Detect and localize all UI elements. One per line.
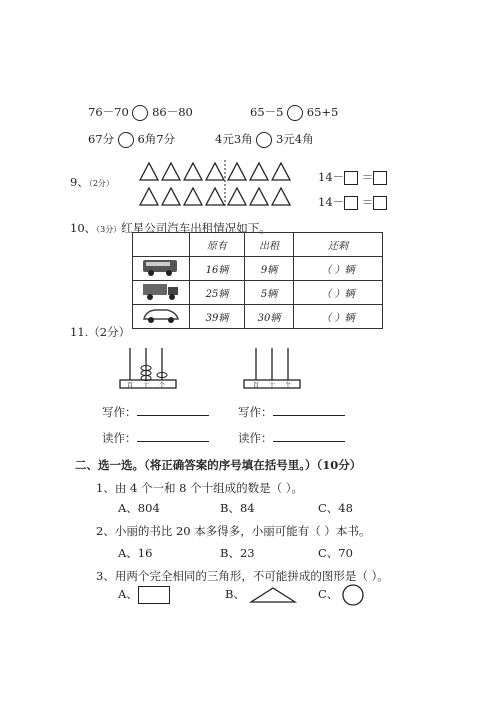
expr: 4元3角 — [215, 132, 253, 146]
rectangle-icon — [138, 586, 170, 604]
place-label: 百 — [127, 382, 134, 389]
triangle-icon — [140, 163, 158, 180]
compare-circle[interactable] — [118, 132, 134, 148]
option-c[interactable]: C、48 — [318, 501, 353, 515]
triangle-icon — [206, 188, 224, 205]
write-left: 写作： — [102, 404, 209, 420]
circle-icon — [342, 584, 364, 606]
answer-box[interactable] — [373, 171, 387, 185]
q9-eq1: 14－ ＝ — [318, 169, 387, 185]
place-label: 个 — [159, 382, 166, 389]
expr: 65－5 — [250, 105, 284, 119]
triangle-icon — [249, 586, 297, 604]
triangle-icon — [162, 163, 180, 180]
answer-blank[interactable] — [137, 431, 209, 442]
compare-row-1 — [88, 104, 193, 121]
place-label: 十 — [143, 382, 150, 389]
expr: 65+5 — [306, 105, 339, 119]
section-title: 二、选一选。（将正确答案的序号填在括号里。）（10分） — [75, 458, 362, 472]
compare-row-2b — [215, 131, 314, 148]
col-header: 出租 — [245, 233, 294, 257]
col-header: 原有 — [190, 233, 245, 257]
triangle-icon — [250, 188, 268, 205]
q11-label: 11.（2分） — [70, 325, 131, 339]
read-left: 读作： — [102, 430, 209, 446]
expr: 76－70 — [88, 105, 129, 119]
answer-blank[interactable] — [273, 405, 345, 416]
expr: 3元4角 — [275, 132, 314, 146]
compare-circle[interactable] — [132, 105, 148, 121]
bus-icon — [133, 257, 190, 281]
place-label: 百 — [253, 382, 260, 389]
expr: 86－80 — [152, 105, 193, 119]
table-row: 16辆 9辆 （ ）辆 — [133, 257, 383, 281]
triangle-icon — [228, 163, 246, 180]
read-right: 读作： — [238, 430, 345, 446]
triangle-icon — [272, 188, 290, 205]
table-row: 39辆 30辆 （ ）辆 — [133, 305, 383, 329]
abacus-right — [240, 344, 310, 390]
answer-box[interactable] — [373, 196, 387, 210]
question-text: 2、小丽的书比 20 本多得多，小丽可能有（ ）本书。 — [96, 524, 371, 538]
place-label: 个 — [285, 382, 292, 389]
option-a[interactable]: A、804 — [118, 501, 160, 515]
triangle-icon — [250, 163, 268, 180]
triangle-icon — [140, 188, 158, 205]
option-b[interactable]: B、 — [225, 586, 297, 604]
compare-row-1b — [250, 104, 338, 121]
triangle-icon — [184, 188, 202, 205]
expr: 67分 — [88, 132, 115, 146]
place-label: 十 — [269, 382, 276, 389]
answer-blank[interactable] — [137, 405, 209, 416]
abacus-left — [118, 344, 188, 390]
triangles-group — [138, 160, 298, 208]
col-header: 还剩 — [294, 233, 383, 257]
answer-box[interactable] — [344, 171, 358, 185]
car-icon — [133, 305, 190, 329]
table-header-row — [133, 233, 383, 257]
triangle-icon — [206, 163, 224, 180]
q10-label: 10、（3分）红星公司汽车出租情况如下。 — [70, 221, 271, 235]
triangle-icon — [272, 163, 290, 180]
truck-icon — [133, 281, 190, 305]
answer-box[interactable] — [344, 196, 358, 210]
option-c[interactable]: C、70 — [318, 546, 353, 560]
option-c[interactable]: C、 — [318, 584, 364, 606]
triangle-icon — [184, 163, 202, 180]
answer-blank[interactable] — [273, 431, 345, 442]
option-b[interactable]: B、23 — [220, 546, 255, 560]
q9-eq2: 14－ ＝ — [318, 194, 387, 210]
option-a[interactable]: A、 — [118, 586, 170, 604]
triangle-icon — [228, 188, 246, 205]
compare-circle[interactable] — [256, 132, 272, 148]
q9-label: 9、（2分） — [70, 175, 114, 189]
write-right: 写作： — [238, 404, 345, 420]
option-b[interactable]: B、84 — [220, 501, 255, 515]
triangle-icon — [162, 188, 180, 205]
table-row: 25辆 5辆 （ ）辆 — [133, 281, 383, 305]
option-a[interactable]: A、16 — [118, 546, 153, 560]
question-text: 1、由 4 个一和 8 个十组成的数是（ ）。 — [96, 481, 303, 495]
expr: 6角7分 — [137, 132, 176, 146]
compare-row-2 — [88, 131, 175, 148]
rental-table — [132, 232, 383, 329]
compare-circle[interactable] — [287, 105, 303, 121]
question-text: 3、用两个完全相同的三角形，不可能拼成的图形是（ ）。 — [96, 569, 389, 583]
